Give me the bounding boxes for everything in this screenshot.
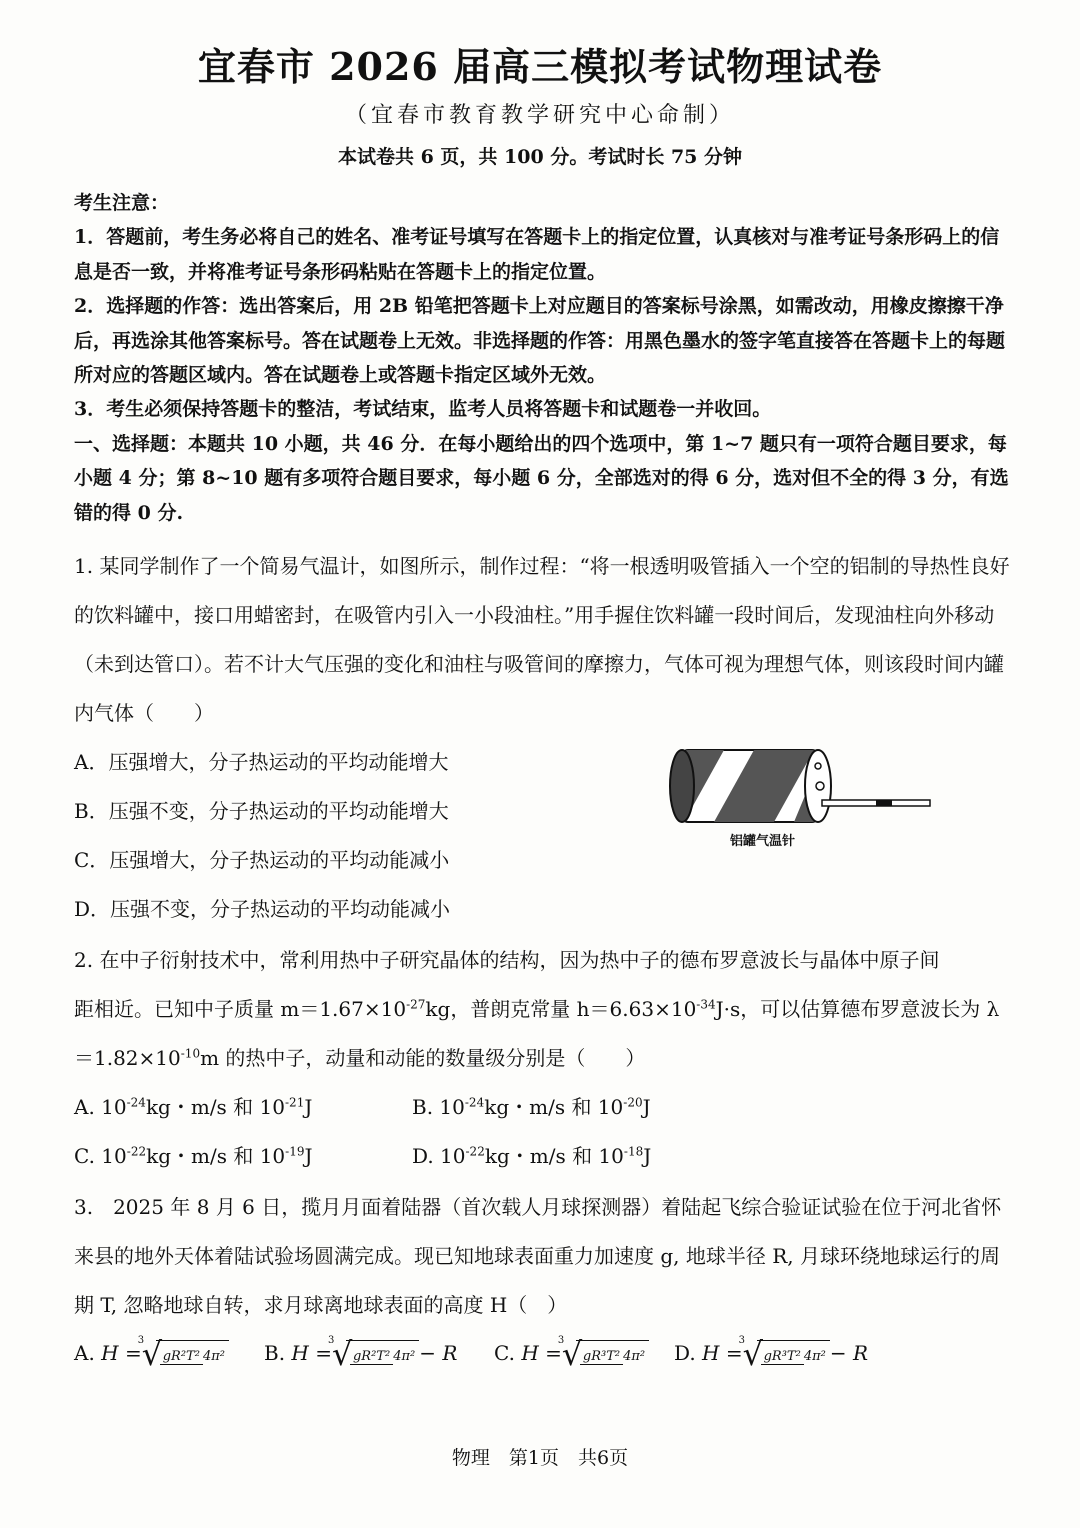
figure-caption: 铝罐气温针 — [730, 834, 796, 849]
formula — [101, 1335, 229, 1365]
q3-option-a[interactable] — [74, 1335, 264, 1365]
page-footer: 物理 第1页 共6页 — [451, 1447, 629, 1469]
question-1-options — [74, 738, 634, 934]
opt-text: kg・m/s 和 10 — [146, 1144, 286, 1168]
thermometer-figure — [664, 742, 934, 852]
q3-option-b[interactable] — [264, 1335, 494, 1365]
page-title: 宜春市 2026 届高三模拟考试物理试卷 — [197, 44, 883, 89]
opt-text: D. 10 — [412, 1144, 466, 1168]
q2-text: J·s，可以估算德布罗意波长为 λ — [715, 997, 1000, 1021]
numerator: gR³T² — [580, 1349, 623, 1365]
q3-options-row — [74, 1335, 1014, 1365]
q2-text: 距相近。已知中子质量 m＝1.67×10 — [74, 997, 407, 1021]
opt-text: J — [642, 1095, 651, 1119]
opt-exp: -20 — [623, 1095, 643, 1110]
q2-options-row-1 — [74, 1083, 1014, 1132]
notice-item-2: 2．选择题的作答：选出答案后，用 2B 铅笔把答题卡上对应题目的答案标号涂黑，如需改动，用橡皮擦擦干净后，再选涂其他答案标号。答在试题卷上无效。非选择题的作答：用黑色墨水的签字笔直接答在答题卡上的每题所对应的答题区域内。答在试题卷上或答题卡指定区域外无效。 — [74, 295, 1006, 387]
q1-option-b[interactable]: B．压强不变，分子热运动的平均动能增大 — [74, 799, 449, 823]
q2-exp: -27 — [406, 997, 426, 1012]
fraction — [160, 1349, 225, 1365]
q2-line-2 — [74, 985, 1014, 1034]
section-heading: 一、选择题：本题共 10 小题，共 46 分．在每小题给出的四个选项中，第 1~7 题只有一项符合题目要求，每小题 4 分；第 8~10 题有多项符合题目要求，每小题 6 分，全部选对的得 6 分，选对但不全的得 3 分，有选错的得 0 分. — [74, 432, 1009, 524]
denominator: 4π² — [803, 1349, 826, 1364]
fraction — [350, 1349, 415, 1365]
formula-tail: − R — [419, 1341, 458, 1365]
fraction — [580, 1349, 645, 1365]
formula — [521, 1335, 649, 1365]
question-3-stem: 3. 2025 年 8 月 6 日，揽月月面着陆器（首次载人月球探测器）着陆起飞综合验证试验在位于河北省怀来县的地外天体着陆试验场圆满完成。现已知地球表面重力加速度 g, 地球半径 R, 月球环绕地球运行的周期 T, 忽略地球自转，求月球离地球表面的高度 H（ ） — [74, 1195, 1002, 1317]
denominator: 4π² — [623, 1349, 646, 1364]
formula-tail: − R — [829, 1341, 869, 1365]
opt-label: A. — [74, 1341, 95, 1365]
opt-exp: -22 — [465, 1144, 485, 1159]
question-3 — [74, 1183, 1014, 1330]
opt-text: kg・m/s 和 10 — [145, 1095, 285, 1119]
q3-option-c[interactable] — [494, 1335, 674, 1365]
opt-exp: -24 — [126, 1095, 146, 1110]
opt-exp: -22 — [126, 1144, 147, 1159]
question-2 — [74, 936, 1014, 1083]
question-3-options — [74, 1335, 1014, 1365]
formula-lhs: H = — [702, 1341, 743, 1365]
q2-option-d[interactable] — [412, 1132, 651, 1181]
cube-root — [327, 1335, 419, 1365]
formula — [702, 1335, 869, 1365]
opt-exp: -24 — [464, 1095, 485, 1110]
exam-meta: 本试卷共 6 页，共 100 分。考试时长 75 分钟 — [337, 146, 742, 168]
numerator: gR²T² — [160, 1349, 203, 1365]
opt-text: kg・m/s 和 10 — [484, 1144, 624, 1168]
q2-line-3 — [74, 1034, 1014, 1083]
root-index: √ 3 — [327, 1335, 335, 1346]
opt-text: kg・m/s 和 10 — [484, 1095, 624, 1119]
formula-lhs: H = — [291, 1341, 332, 1365]
q1-option-c[interactable]: C．压强增大，分子热运动的平均动能减小 — [74, 848, 450, 872]
opt-text: A. 10 — [74, 1095, 127, 1119]
q2-exp: -10 — [180, 1046, 201, 1061]
fraction — [761, 1349, 826, 1365]
formula — [291, 1335, 458, 1365]
q2-text: ＝1.82×10 — [74, 1046, 181, 1070]
numerator: gR³T² — [761, 1349, 804, 1365]
denominator: 4π² — [202, 1349, 225, 1364]
formula-lhs: H = — [101, 1341, 142, 1365]
page-subtitle: （宜春市教育教学研究中心命制） — [344, 103, 735, 128]
opt-text: J — [304, 1144, 313, 1168]
cube-root — [137, 1335, 229, 1365]
opt-text: J — [304, 1095, 313, 1119]
root-index: √ 3 — [738, 1335, 745, 1346]
root-index: √ 3 — [557, 1335, 565, 1346]
cube-root — [738, 1335, 830, 1365]
opt-exp: -21 — [285, 1095, 305, 1110]
opt-label: C. — [494, 1341, 515, 1365]
opt-label: D. — [674, 1341, 696, 1365]
opt-exp: -19 — [285, 1144, 305, 1159]
q3-option-d[interactable] — [674, 1335, 869, 1365]
question-1-stem: 1. 某同学制作了一个简易气温计，如图所示，制作过程：“将一根透明吸管插入一个空的铝制的导热性良好的饮料罐中，接口用蜡密封，在吸管内引入一小段油柱。”用手握住饮料罐一段时间后，发现油柱向外移动（未到达管口）。若不计大气压强的变化和油柱与吸管间的摩擦力，气体可视为理想气体，则该段时间内罐内气体（ ） — [74, 554, 1010, 725]
q2-option-a[interactable] — [74, 1083, 412, 1132]
q2-text: m 的热中子，动量和动能的数量级分别是（ ） — [200, 1046, 646, 1070]
q2-line-1: 2. 在中子衍射技术中，常利用热中子研究晶体的结构，因为热中子的德布罗意波长与晶体中原子间 — [74, 948, 940, 972]
q2-exp: -34 — [696, 997, 716, 1012]
opt-exp: -18 — [623, 1144, 644, 1159]
numerator: gR²T² — [350, 1349, 393, 1365]
q2-option-b[interactable] — [412, 1083, 651, 1132]
notice-section — [74, 186, 1014, 530]
question-1 — [74, 542, 1014, 738]
cube-root — [557, 1335, 649, 1365]
q1-option-a[interactable]: A．压强增大，分子热运动的平均动能增大 — [74, 750, 449, 774]
q2-text: kg，普朗克常量 h＝6.63×10 — [425, 997, 697, 1021]
opt-text: B. 10 — [412, 1095, 465, 1119]
root-index: √ 3 — [137, 1335, 145, 1346]
formula-lhs: H = — [521, 1341, 562, 1365]
notice-item-1: 1．答题前，考生务必将自己的姓名、准考证号填写在答题卡上的指定位置，认真核对与准考证号条形码上的信息是否一致，并将准考证号条形码粘贴在答题卡上的指定位置。 — [74, 226, 1000, 283]
opt-text: C. 10 — [74, 1144, 127, 1168]
q2-option-c[interactable] — [74, 1132, 412, 1181]
notice-item-3: 3．考生必须保持答题卡的整洁，考试结束，监考人员将答题卡和试题卷一并收回。 — [74, 398, 772, 421]
aluminum-can-thermometer-illustration — [664, 742, 934, 852]
opt-label: B. — [264, 1341, 286, 1365]
q2-options-row-2 — [74, 1132, 1014, 1181]
opt-text: J — [643, 1144, 652, 1168]
q1-option-d[interactable]: D．压强不变，分子热运动的平均动能减小 — [74, 897, 451, 921]
denominator: 4π² — [393, 1349, 416, 1364]
question-2-options — [74, 1083, 1014, 1181]
notice-heading: 考生注意： — [74, 192, 170, 214]
